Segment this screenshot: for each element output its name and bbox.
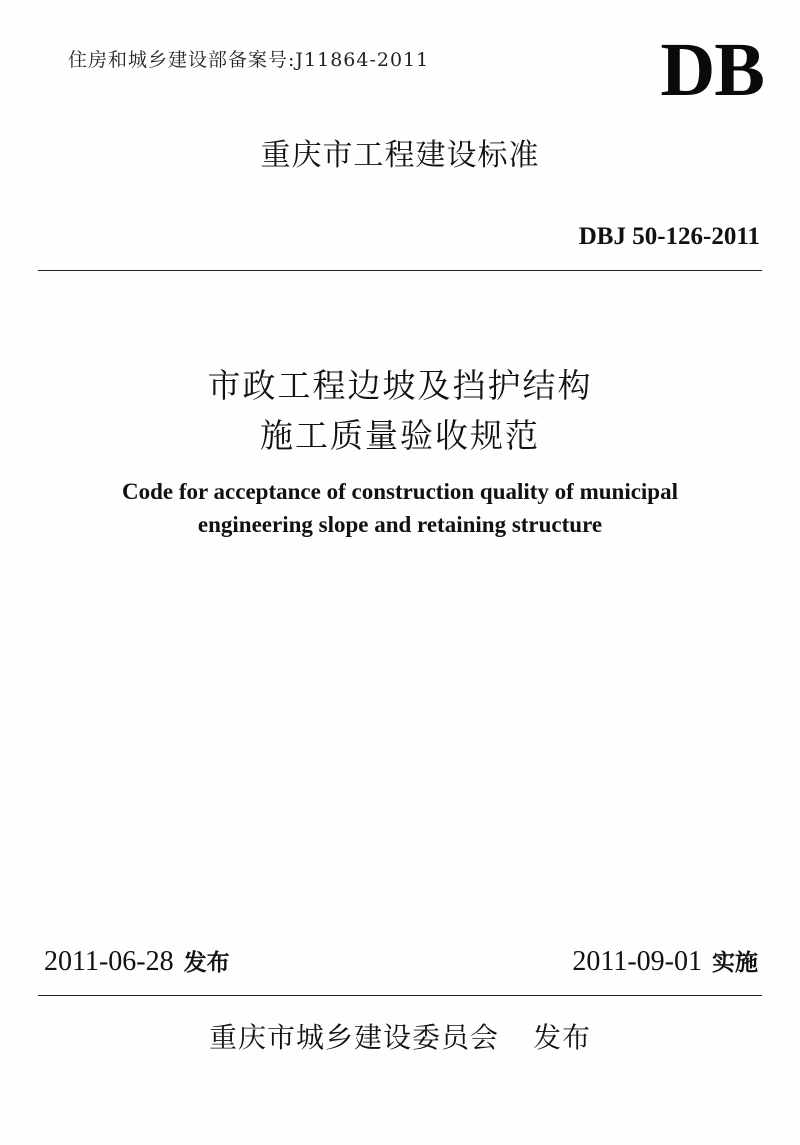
effective-label: 实施	[712, 950, 758, 976]
title-zh-line2: 施工质量验收规范	[260, 416, 540, 455]
publisher-action: 发布	[533, 1021, 592, 1054]
effective-date	[572, 944, 758, 978]
issue-date	[44, 944, 230, 978]
record-label: 住房和城乡建设部备案号:	[68, 49, 296, 71]
publisher	[0, 1016, 800, 1056]
record-value: J11864-2011	[295, 49, 430, 71]
title-en-line2: engineering slope and retaining structure	[197, 512, 603, 537]
bottom-divider	[38, 995, 762, 996]
standard-code: DBJ 50-126-2011	[578, 223, 760, 250]
effective-date-value: 2011-09-01	[572, 946, 702, 977]
db-mark: DB	[660, 28, 764, 112]
record-number	[68, 45, 429, 72]
issue-date-value: 2011-06-28	[44, 946, 174, 977]
title-zh-line1: 市政工程边坡及挡护结构	[207, 366, 593, 405]
issue-label: 发布	[183, 950, 230, 976]
standard-category: 重庆市工程建设标准	[260, 138, 540, 173]
title-en-line1: Code for acceptance of construction quality of municipal	[121, 479, 678, 504]
publisher-name: 重庆市城乡建设委员会	[208, 1021, 499, 1054]
top-divider	[38, 270, 762, 271]
